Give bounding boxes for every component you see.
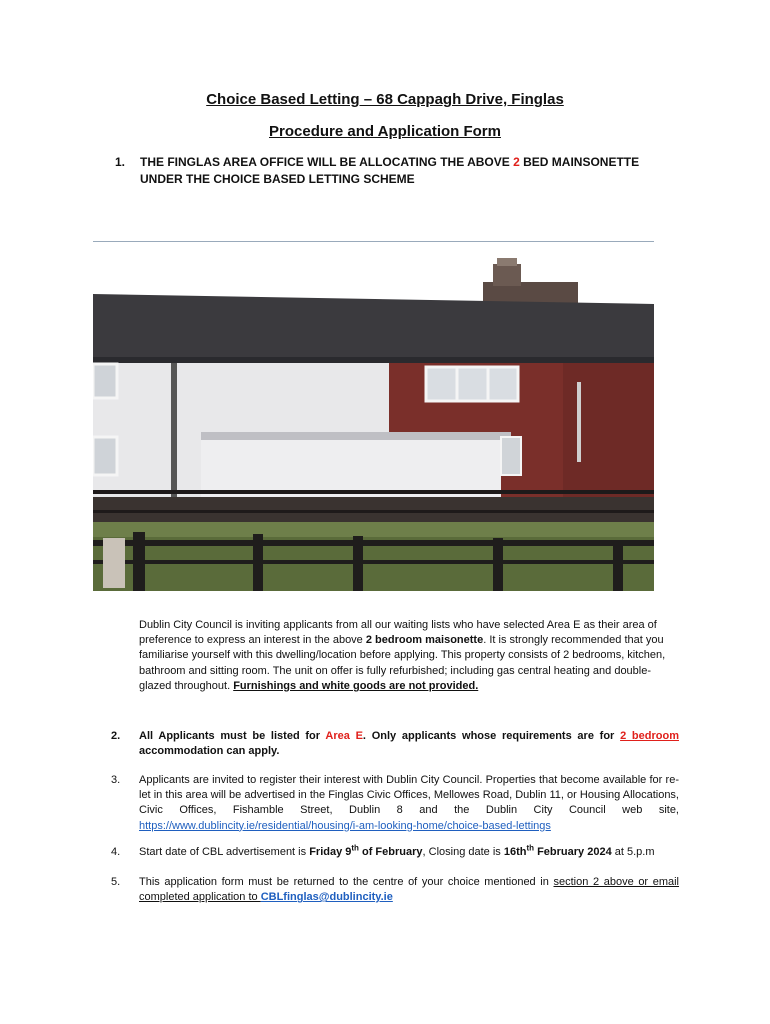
list-item-3	[111, 773, 679, 834]
item-number: 5.	[111, 876, 121, 888]
heading-text: THE FINGLAS AREA OFFICE WILL BE ALLOCATING THE ABOVE	[140, 155, 514, 169]
item-number: 1.	[115, 155, 126, 169]
document-title: Choice Based Letting – 68 Cappagh Drive, Finglas	[206, 91, 564, 108]
document-subtitle: Procedure and Application Form	[269, 123, 501, 140]
intro-paragraph	[139, 618, 679, 694]
item-text: Applicants are invited to register their interest with Dublin City Council. Properties that become available for re- let in this area will be advertised in the Finglas Civic Offices, Mellowes Road, Dublin 11, or Housing Allocations, Civic Offices, Fishamble Street, Dublin 8 and the Dublin City Council web site,	[139, 774, 679, 817]
item-text: This application form must be returned to the centre of your choice mentioned in	[139, 876, 554, 888]
email-link[interactable]: CBLfinglas@dublincity.ie	[260, 891, 393, 904]
item-text-underlined: section 2 above or email completed application to	[139, 876, 680, 904]
heading-text: BED MAINSONETTE UNDER THE CHOICE BASED LETTING SCHEME	[140, 155, 640, 186]
list-item-4	[111, 845, 679, 860]
bed-count: 2	[513, 155, 520, 169]
property-photo	[93, 241, 654, 591]
furnishings-note: Furnishings and white goods are not provided.	[233, 679, 479, 692]
item-number: 3.	[111, 774, 121, 786]
closing-date: $16th^{th}$ February 2024	[503, 843, 612, 858]
item-text: All Applicants must be listed for	[139, 730, 326, 742]
choice-based-lettings-link[interactable]: https://www.dublincity.ie/residential/housing/i-am-looking-home/choice-based-lettings	[139, 819, 551, 832]
item-text: at 5.p.m	[611, 846, 655, 858]
item-text: . Only applicants whose requirements are for	[362, 730, 621, 742]
intro-text: Dublin City Council is inviting applicants from all our waiting lists who have selected Area E as their area of preference to express an interest in the above	[139, 619, 657, 647]
list-item-5	[111, 875, 679, 905]
area-label: Area E	[325, 730, 363, 742]
item-text: accommodation can apply.	[139, 745, 280, 758]
list-item-2	[111, 729, 679, 759]
section-1-heading	[115, 154, 685, 188]
item-number: 4.	[111, 846, 121, 858]
item-text: Start date of CBL advertisement is	[139, 846, 310, 858]
property-type: 2 bedroom maisonette	[365, 634, 484, 647]
item-number: 2.	[111, 730, 121, 742]
bedroom-requirement: 2 bedroom	[620, 730, 679, 742]
intro-text: . It is strongly recommended that you familiarise yourself with this dwelling/location before applying. This property consists of 2 bedrooms, kitchen, bathroom and sitting room. The unit on offer is fully refurbished; including gas central heating and double-glazed throughout.	[139, 634, 666, 692]
item-text: , Closing date is	[422, 846, 504, 858]
start-date: Friday 9th of February	[309, 843, 423, 858]
